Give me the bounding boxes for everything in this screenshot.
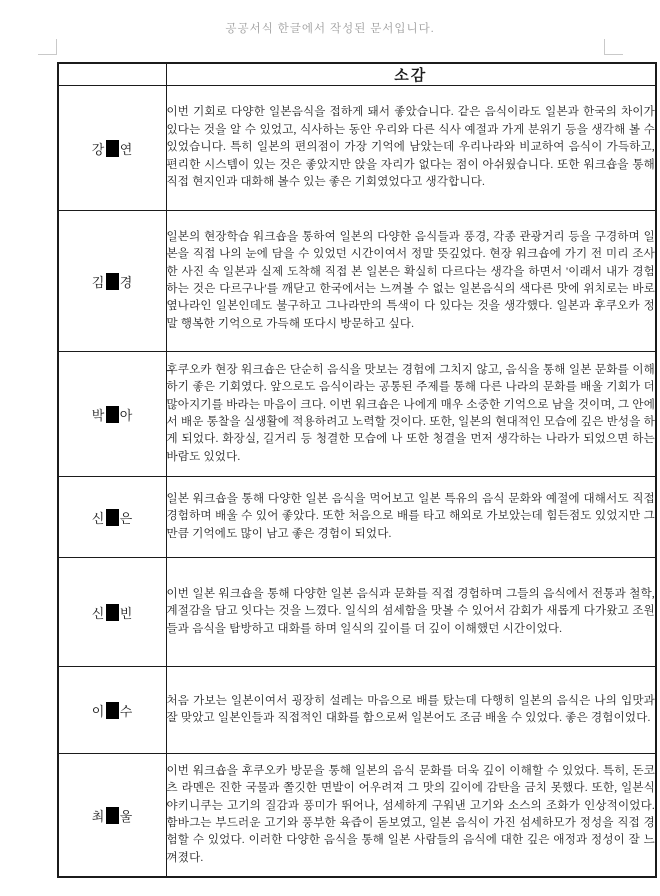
name-prefix: 최 — [91, 808, 105, 824]
name-suffix: 수 — [119, 703, 133, 719]
name-suffix: 경 — [119, 274, 133, 290]
feedback-table — [57, 62, 657, 878]
table-row — [58, 352, 656, 477]
name-prefix: 신 — [91, 605, 105, 621]
table-row — [58, 558, 656, 667]
table-row — [58, 477, 656, 558]
impression-text: 이번 기회로 다양한 일본음식을 접하게 돼서 좋았습니다. 같은 음식이라도 일본과 한국의 차이가 있다는 것을 알 수 있었고, 식사하는 동안 우리와 다른 식사 예절과 가게 분위기 등을 생각해 볼 수 있었습니다. 특히 일본의 편의점이 가장 기억에 남았는데 우리나라와 비교하여 음식이 가득하고, 편리한 시스템이 있는 것은 좋았지만 앉을 자리가 없다는 점이 아쉬웠습니다. 또한 워크숍을 통해 직접 현지인과 대화해 볼수 있는 좋은 기회였었다고 생각합니다. — [166, 86, 656, 211]
name-prefix: 김 — [91, 274, 105, 290]
table-header-row — [58, 63, 656, 86]
name-prefix: 이 — [91, 703, 105, 719]
redaction-box — [106, 509, 119, 526]
student-name-cell — [58, 352, 166, 477]
name-suffix: 빈 — [119, 605, 133, 621]
student-name-cell — [58, 211, 166, 352]
impression-text: 후쿠오카 현장 워크숍은 단순히 음식을 맛보는 경험에 그치지 않고, 음식을 통해 일본 문화를 이해하기 좋은 기회였다. 앞으로도 음식이라는 공통된 주제를 통해 다른 나라의 문화를 배울 기회가 더 많아지기를 바라는 마음이 크다. 이번 워크숍은 나에게 매우 소중한 기억으로 남을 것이며, 그 안에서 배운 통찰을 실생활에 적용하려고 노력할 것이다. 또한, 일본의 현대적인 모습에 깊은 반성을 하게 되었다. 화장실, 길거리 등 청결한 모습에 나 또한 청결을 먼저 생각하는 나라가 되었으면 하는 바람도 있었다. — [166, 352, 656, 477]
name-suffix: 연 — [119, 141, 133, 157]
header-empty-cell — [58, 63, 166, 86]
impression-text: 일본의 현장학습 워크숍을 통하여 일본의 다양한 음식들과 풍경, 각종 관광거리 등을 구경하며 일본을 직접 나의 눈에 담을 수 있었던 시간이여서 정말 뜻깊었다. 현장 워크숍에 가기 전 미리 조사한 사진 속 일본과 실제 도착해 직접 본 일본은 확실히 다르다는 생각을 하면서 '이래서 내가 경험하는 것은 다르구나'를 깨닫고 한국에서는 느껴볼 수 없는 일본음식의 색다른 맛에 위치로는 바로 옆나라인 일본인데도 불구하고 그나라만의 특색이 다 있다는 것을 생각했다. 일본과 후쿠오카 정말 행복한 기억으로 가득해 또다시 방문하고 싶다. — [166, 211, 656, 352]
table-row — [58, 211, 656, 352]
table-row — [58, 667, 656, 754]
name-prefix: 신 — [91, 510, 105, 526]
redaction-box — [106, 406, 119, 423]
redaction-box — [106, 604, 119, 621]
table-row — [58, 754, 656, 878]
name-suffix: 아 — [119, 407, 133, 423]
name-prefix: 강 — [91, 141, 105, 157]
student-name-cell — [58, 754, 166, 878]
student-name-cell — [58, 667, 166, 754]
redaction-box — [106, 140, 119, 157]
redaction-box — [106, 702, 119, 719]
name-suffix: 은 — [119, 510, 133, 526]
name-prefix: 박 — [91, 407, 105, 423]
table-header-title: 소감 — [166, 63, 656, 86]
impression-text: 처음 가보는 일본이여서 굉장히 설레는 마음으로 배를 탔는데 다행히 일본의 음식은 나의 입맛과 잘 맞았고 일본인들과 직접적인 대화를 함으로써 일본어도 조금 배울 수 있었다. 좋은 경험이었다. — [166, 667, 656, 754]
page-margin-corner-mark-left — [38, 39, 57, 55]
impression-text: 이번 일본 워크숍을 통해 다양한 일본 음식과 문화를 직접 경험하며 그들의 음식에서 전통과 철학, 계절감을 담고 잇다는 것을 느꼈다. 일식의 섬세함을 맛볼 수 있어서 감회가 새롭게 다가왔고 조원들과 음식을 탐방하고 대화를 하며 일식의 깊이를 더 깊이 이해했던 시간이었다. — [166, 558, 656, 667]
watermark-text: 공공서식 한글에서 작성된 문서입니다. — [225, 23, 435, 35]
name-suffix: 울 — [119, 808, 133, 824]
student-name-cell — [58, 477, 166, 558]
impression-text: 이번 워크숍을 후쿠오카 방문을 통해 일본의 음식 문화를 더욱 깊이 이해할 수 있었다. 특히, 돈코츠 라멘은 진한 국물과 쫄깃한 면발이 어우려져 그 맛의 깊이에 감탄을 금치 못했다. 또한, 일본식 야키니쿠는 고기의 질감과 풍미가 뛰어나, 섬세하게 구워낸 고기와 소스의 조화가 인상적이었다. 함바그는 부드러운 고기와 풍부한 육즙이 돋보였고, 일본 음식이 가진 섬세하모가 정성을 직접 경험할 수 있었다. 이러한 다양한 음식을 통해 일본 사람들의 음식에 대한 깊은 애정과 정성이 잘 느껴졌다. — [166, 754, 656, 878]
table-row — [58, 86, 656, 211]
impression-text: 일본 워크숍을 통해 다양한 일본 음식을 먹어보고 일본 특유의 음식 문화와 예절에 대해서도 직접 경험하며 배울 수 있어 좋았다. 또한 처음으로 배를 타고 해외로 가보았는데 힘든점도 있었지만 그만큼 기억에도 많이 남고 좋은 경험이 되었다. — [166, 477, 656, 558]
student-name-cell — [58, 558, 166, 667]
student-name-cell — [58, 86, 166, 211]
page-margin-corner-mark-right — [604, 39, 623, 55]
redaction-box — [106, 273, 119, 290]
redaction-box — [106, 807, 119, 824]
